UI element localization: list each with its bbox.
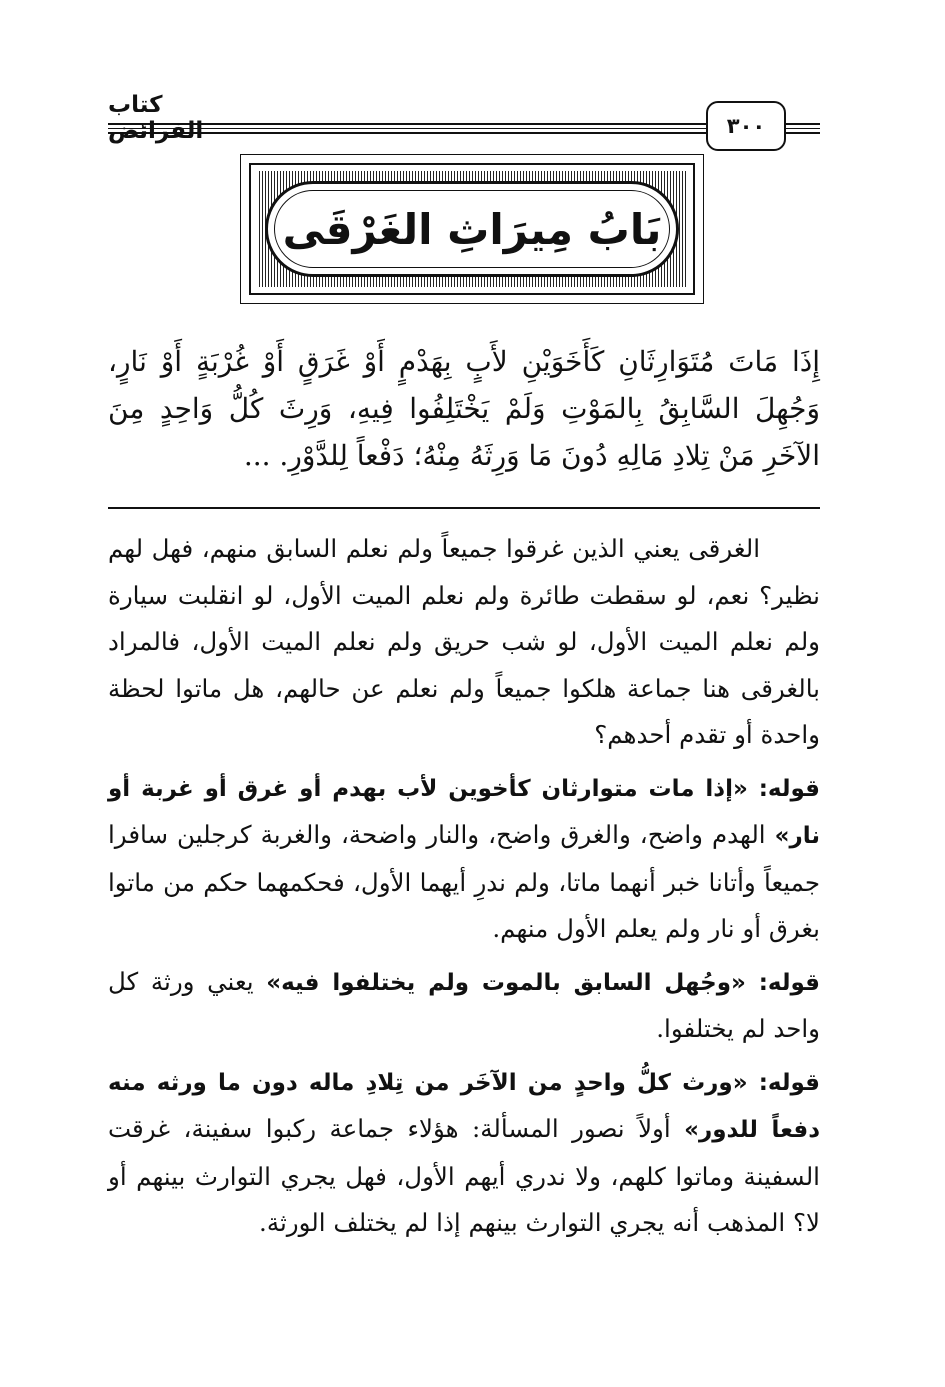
chapter-title: بَابُ مِيرَاثِ الغَرْقَى bbox=[265, 181, 679, 277]
commentary-text: أولاً نصور المسألة: هؤلاء جماعة ركبوا سفينة، غرقت السفينة وماتوا كلهم، ولا ندري أيهم الأول، فهل يجري التوارث بينهم أو لا؟ المذهب أنه يجري التوارث بينهم إذا لم يختلف الورثة. bbox=[108, 1114, 820, 1237]
commentary bbox=[108, 526, 820, 1253]
quoted-lemma: قوله: «إذا مات متوارثان كأخوين لأب بهدم أو غرق أو غربة أو نار» bbox=[108, 775, 820, 849]
quoted-lemma: قوله: «وجُهل السابق بالموت ولم يختلفوا فيه» bbox=[266, 969, 820, 996]
matn-text: إِذَا مَاتَ مُتَوَارِثَانِ كَأَخَوَيْنِ لأَبٍ بِهَدْمٍ أَوْ غَرَقٍ أَوْ غُرْبَةٍ أَوْ نَارٍ، وَجُهِلَ السَّابِقُ بِالمَوْتِ وَلَمْ يَخْتَلِفُوا فِيهِ، وَرِثَ كُلُّ وَاحِدٍ مِنَ الآخَرِ مَنْ تِلادِ مَالِهِ دُونَ مَا وَرِثَهُ مِنْهُ؛ دَفْعاً لِلدَّوْرِ. ... bbox=[108, 345, 820, 472]
commentary-paragraph bbox=[108, 1059, 820, 1247]
page-number: ٣٠٠ bbox=[706, 101, 786, 151]
commentary-text: الهدم واضح، والغرق واضح، والنار واضحة، والغربة كرجلين سافرا جميعاً وأتانا خبر أنهما ماتا، ولم ندرِ أيهما الأول، فحكمهما حكم من ماتوا بغرق أو نار ولم يعلم الأول منهم. bbox=[108, 820, 820, 943]
commentary-paragraph bbox=[108, 959, 820, 1053]
separator-rule bbox=[108, 507, 820, 509]
commentary-paragraph bbox=[108, 526, 820, 759]
running-header-title: كتاب الفرائض bbox=[108, 92, 204, 144]
commentary-text: يعني ورثة كل واحد لم يختلفوا. bbox=[108, 966, 820, 1043]
quoted-lemma: قوله: «ورث كلُّ واحدٍ من الآخَر من تِلادِ ماله دون ما ورثه منه دفعاً للدور» bbox=[108, 1069, 820, 1143]
chapter-title-frame bbox=[240, 154, 704, 304]
commentary-text: الغرقى يعني الذين غرقوا جميعاً ولم نعلم السابق منهم، فهل لهم نظير؟ نعم، لو سقطت طائرة ولم نعلم الميت الأول، لو انقلبت سيارة ولم نعلم الميت الأول، لو شب حريق ولم نعلم الميت الأول، فالمراد بالغرقى هنا جماعة هلكوا جميعاً ولم نعلم عن حالهم، هل ماتوا لحظة واحدة أو تقدم أحدهم؟ bbox=[108, 534, 820, 749]
commentary-paragraph bbox=[108, 765, 820, 953]
